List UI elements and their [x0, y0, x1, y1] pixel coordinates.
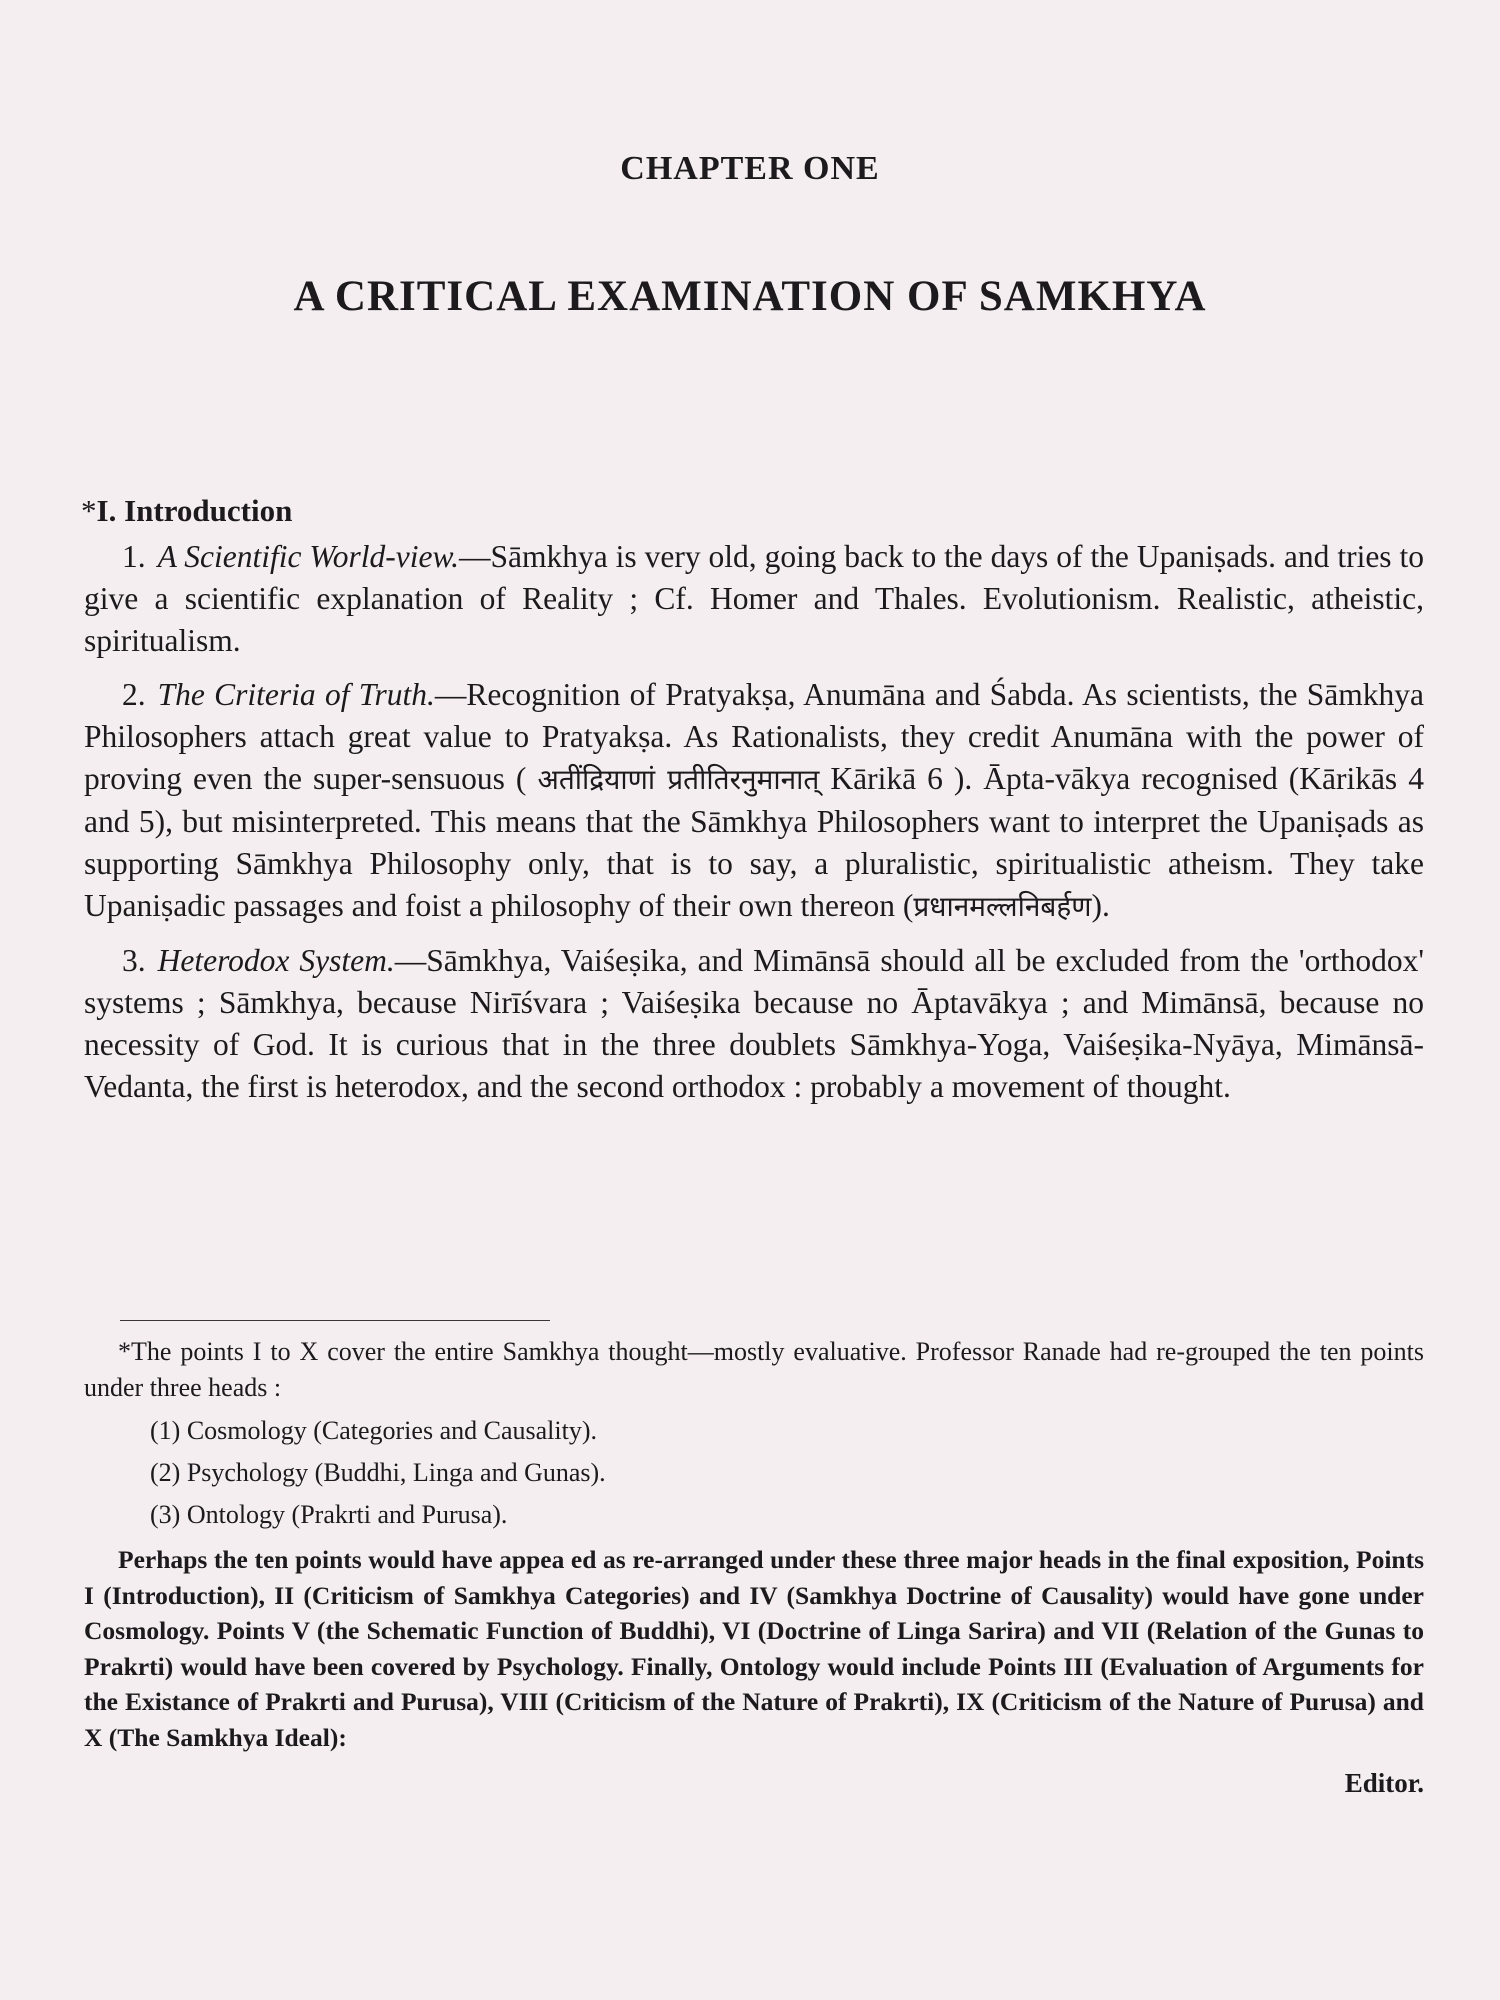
paragraph-text: —Recognition of Pratyakṣa, Anumāna and Śabda. As scientists, the Sāmkhya Philosophers attach great value to Pratyakṣa. As Rationalists, they credit Anumāna with the power of proving even the super-sensuous ( — [84, 677, 1424, 796]
footnote-divider — [120, 1320, 550, 1321]
body-text — [81, 490, 1425, 1120]
footnote-heads-list — [84, 1410, 1424, 1536]
editor-signature: Editor. — [1344, 1768, 1424, 1798]
footnote-intro: *The points I to X cover the entire Samkhya thought—mostly evaluative. Professor Ranade had re-grouped the ten points under three heads : — [84, 1337, 1424, 1402]
paragraph-1 — [84, 536, 1424, 662]
sanskrit-quote: अतींद्रियाणां प्रतीतिरनुमानात् — [537, 763, 820, 796]
footnote-marker: * — [81, 493, 97, 528]
paragraph-text: Kārikā 6 ). Āpta-vākya recognised (Kārikās 4 and 5), but misinterpreted. This means that the Sāmkhya Philosophers want to interpret the Upaniṣads as supporting Sāmkhya Philosophy only, that is to say, a pluralistic, spiritualistic atheism. They take Upaniṣadic passages and foist a philosophy of their own thereon ( — [84, 761, 1424, 923]
paragraph-text: —Sāmkhya is very old, going back to the days of the Upaniṣads. and tries to give a scientific explanation of Reality ; Cf. Homer and Thales. Evolutionism. Realistic, atheistic, spiritualism. — [84, 539, 1425, 658]
paragraph-title: The Criteria of Truth. — [157, 677, 435, 712]
paragraph-title: Heterodox System. — [157, 943, 395, 978]
paragraph-number: 2. — [122, 677, 146, 712]
paragraph-number: 1. — [122, 539, 146, 574]
section-heading — [81, 490, 1424, 532]
paragraph-text: ). — [1091, 888, 1110, 923]
footnote — [84, 1334, 1424, 1801]
paragraph-2 — [84, 674, 1424, 928]
list-item: (1) Cosmology (Categories and Causality). — [150, 1416, 597, 1445]
list-item: (3) Ontology (Prakrti and Purusa). — [150, 1500, 508, 1529]
chapter-title: A CRITICAL EXAMINATION OF SAMKHYA — [293, 273, 1207, 320]
section-heading-text: I. Introduction — [96, 493, 293, 528]
paragraph-title: A Scientific World-view. — [157, 539, 459, 574]
editorial-note: Perhaps the ten points would have appea ed as re-arranged under these three major heads in the final exposition, Points I (Introduction), II (Criticism of Samkhya Categories) and IV (Samkhya Doctrine of Causality) would have gone under Cosmology. Points V (the Schematic Function of Buddhi), VI (Doctrine of Linga Sarira) and VII (Relation of the Gunas to Prakrti) would have been covered by Psychology. Finally, Ontology would include Points III (Evaluation of Arguments for the Existance of Prakrti and Purusa), VIII (Criticism of the Nature of Prakrti), IX (Criticism of the Nature of Purusa) and X (The Samkhya Ideal): — [84, 1545, 1424, 1752]
paragraph-text: —Sāmkhya, Vaiśeṣika, and Mimānsā should all be excluded from the 'orthodox' systems ; Sāmkhya, because Nirīśvara ; Vaiśeṣika because no Āptavākya ; and Mimānsā, because no necessity of God. It is curious that in the three doublets Sāmkhya-Yoga, Vaiśeṣika-Nyāya, Mimānsā-Vedanta, the first is heterodox, and the second orthodox : probably a movement of thought. — [84, 943, 1424, 1104]
list-item: (2) Psychology (Buddhi, Linga and Gunas). — [150, 1458, 606, 1487]
paragraph-3 — [84, 940, 1424, 1108]
sanskrit-quote: प्रधानमल्लनिबर्हण — [913, 890, 1092, 923]
chapter-label: CHAPTER ONE — [620, 150, 880, 187]
paragraph-number: 3. — [122, 943, 146, 978]
